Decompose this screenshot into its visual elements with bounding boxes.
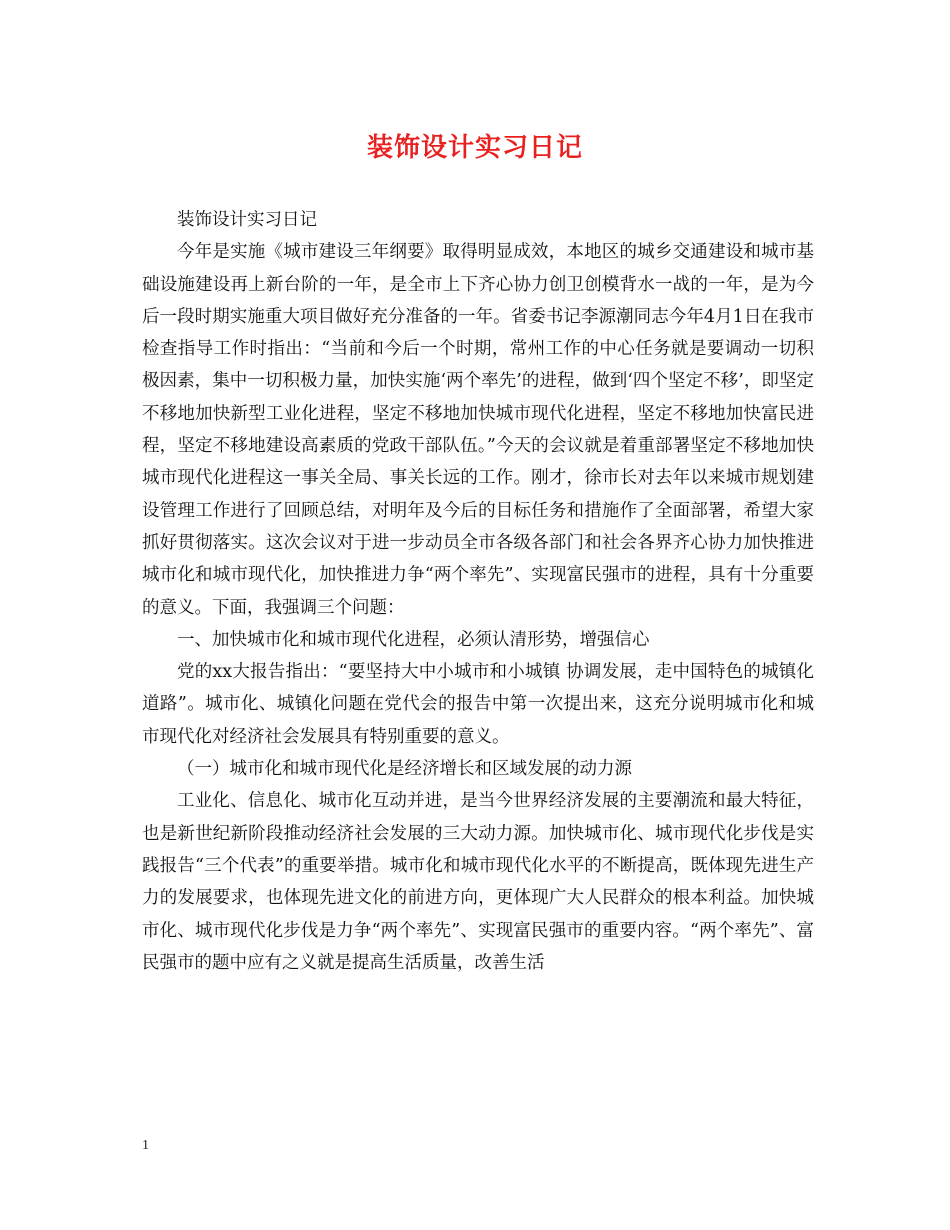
document-title: 装饰设计实习日记 [366, 133, 583, 163]
paragraph-report: 党的xx大报告指出：“要坚持大中小城市和小城镇 协调发展，走中国特色的城镇化道路”。城市化、城镇化问题在党代会的报告中第一次提出来，这充分说明城市化和城市现代化对经济社会发展具有特别重要的意义。 [142, 662, 814, 747]
subsection-heading-1: （一）城市化和城市现代化是经济增长和区域发展的动力源 [177, 759, 632, 780]
paragraph-intro: 今年是实施《城市建设三年纲要》取得明显成效，本地区的城乡交通建设和城市基础设施建设再上新台阶的一年，是全市上下齐心协力创卫创模背水一战的一年，是为今后一段时期实施重大项目做好充分准备的一年。省委书记李源潮同志今年4月1日在我市检查指导工作时指出：“当前和今后一个时期，常州工作的中心任务就是要调动一切积极因素，集中一切积极力量，加快实施‘两个率先’的进程，做到‘四个坚定不移’，即坚定不移地加快新型工业化进程，坚定不移地加快城市现代化进程，坚定不移地加快富民进程，坚定不移地建设高素质的党政干部队伍。”今天的会议就是着重部署坚定不移地加快城市现代化进程这一事关全局、事关长远的工作。刚才，徐市长对去年以来城市规划建设管理工作进行了回顾总结，对明年及今后的目标任务和措施作了全面部署，希望大家抓好贯彻落实。这次会议对于进一步动员全市各级各部门和社会各界齐心协力加快推进城市化和城市现代化，加快推进力争“两个率先”、实现富民强市的进程，具有十分重要的意义。下面，我强调三个问题： [142, 242, 814, 618]
document-body [142, 204, 814, 979]
page-number: 1 [142, 1138, 149, 1153]
paragraph-dynamics: 工业化、信息化、城市化互动并进，是当今世界经济发展的主要潮流和最大特征，也是新世纪新阶段推动经济社会发展的三大动力源。加快城市化、城市现代化步伐是实践报告“三个代表”的重要举措。城市化和城市现代化水平的不断提高，既体现先进生产力的发展要求，也体现先进文化的前进方向，更体现广大人民群众的根本利益。加快城市化、城市现代化步伐是力争“两个率先”、实现富民强市的重要内容。“两个率先”、富民强市的题中应有之义就是提高生活质量，改善生活 [142, 791, 814, 973]
section-heading-1: 一、加快城市化和城市现代化进程，必须认清形势，增强信心 [177, 629, 650, 650]
paragraph-subtitle: 装饰设计实习日记 [177, 210, 317, 230]
